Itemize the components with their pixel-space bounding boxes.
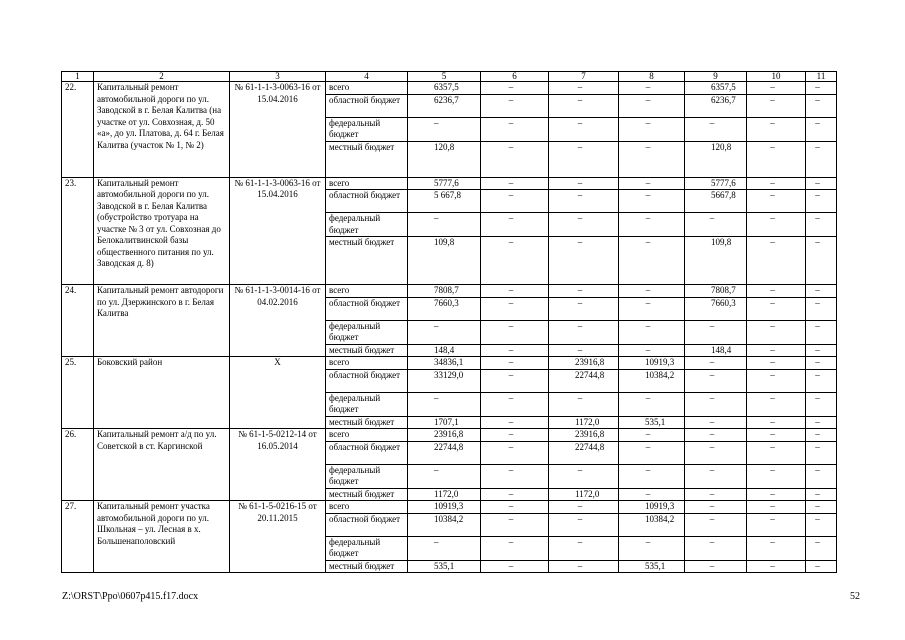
value-col5: 10919,3 bbox=[408, 501, 481, 514]
table-row bbox=[62, 82, 837, 95]
value-col5: – bbox=[408, 213, 481, 237]
row-number: 25. bbox=[62, 357, 94, 429]
value-col11: – bbox=[806, 141, 837, 177]
value-col5: 1707,1 bbox=[408, 416, 481, 429]
value-col9: – bbox=[685, 117, 747, 141]
value-col6: – bbox=[481, 141, 549, 177]
value-col9: 7808,7 bbox=[685, 285, 747, 298]
value-col8: 10919,3 bbox=[619, 501, 685, 514]
value-col9: – bbox=[685, 369, 747, 392]
value-col10: – bbox=[747, 429, 806, 442]
value-col10: – bbox=[747, 369, 806, 392]
footer-file-path: Z:\ORST\Ppo\0607p415.f17.docx bbox=[62, 591, 199, 602]
value-col11: – bbox=[806, 357, 837, 370]
value-col11: – bbox=[806, 416, 837, 429]
value-col7: – bbox=[549, 237, 619, 285]
value-col5: – bbox=[408, 464, 481, 488]
value-col6: – bbox=[481, 392, 549, 416]
value-col11: – bbox=[806, 369, 837, 392]
value-col11: – bbox=[806, 94, 837, 117]
value-col7: – bbox=[549, 94, 619, 117]
value-col10: – bbox=[747, 237, 806, 285]
value-col5: 535,1 bbox=[408, 560, 481, 573]
value-col6: – bbox=[481, 369, 549, 392]
value-col11: – bbox=[806, 190, 837, 213]
value-col6: – bbox=[481, 560, 549, 573]
value-col7: – bbox=[549, 297, 619, 320]
funding-source: всего bbox=[326, 177, 408, 190]
value-col9: 120,8 bbox=[685, 141, 747, 177]
value-col9: – bbox=[685, 536, 747, 560]
value-col9: – bbox=[685, 560, 747, 573]
value-col7: 23916,8 bbox=[549, 357, 619, 370]
value-col8: – bbox=[619, 429, 685, 442]
value-col9: 148,4 bbox=[685, 344, 747, 357]
value-col5: 109,8 bbox=[408, 237, 481, 285]
value-col5: 7808,7 bbox=[408, 285, 481, 298]
value-col7: – bbox=[549, 117, 619, 141]
funding-source: областной бюджет bbox=[326, 441, 408, 464]
col-header: 7 bbox=[549, 72, 619, 82]
value-col5: 148,4 bbox=[408, 344, 481, 357]
column-number-row bbox=[62, 72, 837, 82]
value-col5: – bbox=[408, 320, 481, 344]
value-col9: – bbox=[685, 357, 747, 370]
value-col11: – bbox=[806, 213, 837, 237]
value-col10: – bbox=[747, 357, 806, 370]
funding-source: областной бюджет bbox=[326, 190, 408, 213]
value-col10: – bbox=[747, 513, 806, 536]
value-col7: – bbox=[549, 513, 619, 536]
value-col10: – bbox=[747, 141, 806, 177]
value-col10: – bbox=[747, 536, 806, 560]
value-col9: 109,8 bbox=[685, 237, 747, 285]
budget-table bbox=[61, 71, 837, 573]
value-col6: – bbox=[481, 464, 549, 488]
value-col7: – bbox=[549, 177, 619, 190]
value-col11: – bbox=[806, 82, 837, 95]
funding-source: областной бюджет bbox=[326, 369, 408, 392]
funding-source: местный бюджет bbox=[326, 488, 408, 501]
value-col7: – bbox=[549, 392, 619, 416]
value-col11: – bbox=[806, 488, 837, 501]
value-col6: – bbox=[481, 441, 549, 464]
value-col8: – bbox=[619, 441, 685, 464]
value-col7: 22744,8 bbox=[549, 441, 619, 464]
value-col9: – bbox=[685, 416, 747, 429]
funding-source: всего bbox=[326, 429, 408, 442]
row-number: 26. bbox=[62, 429, 94, 501]
value-col5: 6236,7 bbox=[408, 94, 481, 117]
table-row bbox=[62, 285, 837, 298]
value-col6: – bbox=[481, 177, 549, 190]
funding-source: всего bbox=[326, 285, 408, 298]
col-header: 2 bbox=[94, 72, 230, 82]
value-col5: 5 667,8 bbox=[408, 190, 481, 213]
document-ref: № 61-1-1-3-0014-16 от 04.02.2016 bbox=[230, 285, 326, 357]
value-col11: – bbox=[806, 536, 837, 560]
value-col6: – bbox=[481, 501, 549, 514]
value-col5: – bbox=[408, 536, 481, 560]
value-col10: – bbox=[747, 501, 806, 514]
value-col10: – bbox=[747, 344, 806, 357]
value-col5: 120,8 bbox=[408, 141, 481, 177]
funding-source: областной бюджет bbox=[326, 94, 408, 117]
row-number: 27. bbox=[62, 501, 94, 573]
funding-source: всего bbox=[326, 82, 408, 95]
value-col6: – bbox=[481, 357, 549, 370]
value-col8: – bbox=[619, 213, 685, 237]
value-col8: 10384,2 bbox=[619, 513, 685, 536]
table-row bbox=[62, 501, 837, 514]
value-col11: – bbox=[806, 117, 837, 141]
value-col6: – bbox=[481, 297, 549, 320]
value-col7: – bbox=[549, 141, 619, 177]
value-col8: – bbox=[619, 320, 685, 344]
row-number: 24. bbox=[62, 285, 94, 357]
value-col11: – bbox=[806, 320, 837, 344]
value-col11: – bbox=[806, 560, 837, 573]
object-name: Капитальный ремонт участка автомобильной дороги по ул. Школьная – ул. Лесная в х. Большенаполовский bbox=[94, 501, 230, 573]
value-col7: 1172,0 bbox=[549, 488, 619, 501]
value-col6: – bbox=[481, 213, 549, 237]
value-col7: – bbox=[549, 464, 619, 488]
col-header: 10 bbox=[747, 72, 806, 82]
value-col6: – bbox=[481, 117, 549, 141]
value-col7: 1172,0 bbox=[549, 416, 619, 429]
value-col11: – bbox=[806, 441, 837, 464]
value-col8: 10384,2 bbox=[619, 369, 685, 392]
col-header: 5 bbox=[408, 72, 481, 82]
value-col8: 535,1 bbox=[619, 416, 685, 429]
value-col6: – bbox=[481, 513, 549, 536]
value-col5: – bbox=[408, 392, 481, 416]
funding-source: областной бюджет bbox=[326, 297, 408, 320]
document-ref: № 61-1-5-0212-14 от 16.05.2014 bbox=[230, 429, 326, 501]
value-col10: – bbox=[747, 392, 806, 416]
value-col9: 5777,6 bbox=[685, 177, 747, 190]
value-col5: – bbox=[408, 117, 481, 141]
value-col9: – bbox=[685, 320, 747, 344]
col-header: 4 bbox=[326, 72, 408, 82]
funding-source: местный бюджет bbox=[326, 560, 408, 573]
value-col8: – bbox=[619, 190, 685, 213]
value-col5: 6357,5 bbox=[408, 82, 481, 95]
table-body bbox=[62, 82, 837, 573]
funding-source: местный бюджет bbox=[326, 237, 408, 285]
value-col8: – bbox=[619, 488, 685, 501]
value-col7: – bbox=[549, 213, 619, 237]
funding-source: федеральный бюджет bbox=[326, 464, 408, 488]
value-col10: – bbox=[747, 297, 806, 320]
value-col8: – bbox=[619, 392, 685, 416]
value-col10: – bbox=[747, 117, 806, 141]
value-col8: – bbox=[619, 237, 685, 285]
value-col5: 22744,8 bbox=[408, 441, 481, 464]
value-col11: – bbox=[806, 464, 837, 488]
value-col11: – bbox=[806, 501, 837, 514]
table-row bbox=[62, 429, 837, 442]
col-header: 11 bbox=[806, 72, 837, 82]
value-col5: 1172,0 bbox=[408, 488, 481, 501]
value-col7: – bbox=[549, 190, 619, 213]
value-col10: – bbox=[747, 441, 806, 464]
object-name: Капитальный ремонт автодороги по ул. Дзержинского в г. Белая Калитва bbox=[94, 285, 230, 357]
value-col9: 5667,8 bbox=[685, 190, 747, 213]
value-col6: – bbox=[481, 536, 549, 560]
value-col10: – bbox=[747, 416, 806, 429]
value-col10: – bbox=[747, 213, 806, 237]
value-col8: – bbox=[619, 297, 685, 320]
value-col9: – bbox=[685, 513, 747, 536]
value-col9: – bbox=[685, 429, 747, 442]
value-col11: – bbox=[806, 297, 837, 320]
value-col9: – bbox=[685, 441, 747, 464]
table-row bbox=[62, 357, 837, 370]
value-col5: 7660,3 bbox=[408, 297, 481, 320]
funding-source: федеральный бюджет bbox=[326, 117, 408, 141]
value-col8: – bbox=[619, 177, 685, 190]
funding-source: федеральный бюджет bbox=[326, 536, 408, 560]
value-col8: 10919,3 bbox=[619, 357, 685, 370]
funding-source: местный бюджет bbox=[326, 416, 408, 429]
value-col10: – bbox=[747, 560, 806, 573]
value-col7: 23916,8 bbox=[549, 429, 619, 442]
value-col8: – bbox=[619, 285, 685, 298]
value-col8: – bbox=[619, 117, 685, 141]
value-col11: – bbox=[806, 429, 837, 442]
funding-source: федеральный бюджет bbox=[326, 320, 408, 344]
value-col5: 5777,6 bbox=[408, 177, 481, 190]
value-col8: – bbox=[619, 94, 685, 117]
object-name: Капитальный ремонт автомобильной дороги по ул. Заводской в г. Белая Калитва (на участке от ул. Совхозная, д. 50 «а», до ул. Платова, д. 64 г. Белая Калитва (участок № 1, № 2) bbox=[94, 82, 230, 178]
document-ref: Х bbox=[230, 357, 326, 429]
value-col9: – bbox=[685, 213, 747, 237]
value-col7: – bbox=[549, 320, 619, 344]
value-col10: – bbox=[747, 320, 806, 344]
funding-source: областной бюджет bbox=[326, 513, 408, 536]
value-col10: – bbox=[747, 177, 806, 190]
document-ref: № 61-1-1-3-0063-16 от 15.04.2016 bbox=[230, 82, 326, 178]
value-col9: – bbox=[685, 501, 747, 514]
col-header: 8 bbox=[619, 72, 685, 82]
value-col8: – bbox=[619, 344, 685, 357]
value-col8: – bbox=[619, 464, 685, 488]
value-col9: – bbox=[685, 392, 747, 416]
value-col10: – bbox=[747, 464, 806, 488]
funding-source: всего bbox=[326, 501, 408, 514]
value-col11: – bbox=[806, 285, 837, 298]
value-col9: 6236,7 bbox=[685, 94, 747, 117]
value-col8: – bbox=[619, 82, 685, 95]
document-ref: № 61-1-1-3-0063-16 от 15.04.2016 bbox=[230, 177, 326, 285]
value-col6: – bbox=[481, 82, 549, 95]
value-col8: 535,1 bbox=[619, 560, 685, 573]
funding-source: всего bbox=[326, 357, 408, 370]
col-header: 6 bbox=[481, 72, 549, 82]
value-col6: – bbox=[481, 429, 549, 442]
funding-source: федеральный бюджет bbox=[326, 392, 408, 416]
table-row bbox=[62, 177, 837, 190]
value-col6: – bbox=[481, 94, 549, 117]
page-number: 52 bbox=[850, 591, 860, 602]
value-col6: – bbox=[481, 344, 549, 357]
value-col11: – bbox=[806, 392, 837, 416]
funding-source: местный бюджет bbox=[326, 141, 408, 177]
value-col7: – bbox=[549, 285, 619, 298]
value-col6: – bbox=[481, 190, 549, 213]
col-header: 1 bbox=[62, 72, 94, 82]
value-col11: – bbox=[806, 344, 837, 357]
value-col7: – bbox=[549, 82, 619, 95]
value-col10: – bbox=[747, 82, 806, 95]
value-col7: – bbox=[549, 501, 619, 514]
col-header: 9 bbox=[685, 72, 747, 82]
row-number: 22. bbox=[62, 82, 94, 178]
object-name: Боковский район bbox=[94, 357, 230, 429]
value-col10: – bbox=[747, 285, 806, 298]
col-header: 3 bbox=[230, 72, 326, 82]
value-col8: – bbox=[619, 141, 685, 177]
value-col9: 7660,3 bbox=[685, 297, 747, 320]
object-name: Капитальный ремонт автомобильной дороги по ул. Заводской в г. Белая Калитва (обустройство тротуара на участке № 3 от ул. Совхозная до Белокалитвинской базы общественного питания по ул. Заводская д. 8) bbox=[94, 177, 230, 285]
value-col5: 23916,8 bbox=[408, 429, 481, 442]
value-col9: 6357,5 bbox=[685, 82, 747, 95]
funding-source: местный бюджет bbox=[326, 344, 408, 357]
value-col7: – bbox=[549, 560, 619, 573]
value-col9: – bbox=[685, 464, 747, 488]
value-col11: – bbox=[806, 237, 837, 285]
value-col7: – bbox=[549, 344, 619, 357]
value-col11: – bbox=[806, 513, 837, 536]
value-col5: 10384,2 bbox=[408, 513, 481, 536]
value-col9: – bbox=[685, 488, 747, 501]
value-col5: 33129,0 bbox=[408, 369, 481, 392]
value-col7: 22744,8 bbox=[549, 369, 619, 392]
row-number: 23. bbox=[62, 177, 94, 285]
value-col7: – bbox=[549, 536, 619, 560]
value-col6: – bbox=[481, 416, 549, 429]
value-col10: – bbox=[747, 190, 806, 213]
value-col6: – bbox=[481, 237, 549, 285]
document-ref: № 61-1-5-0216-15 от 20.11.2015 bbox=[230, 501, 326, 573]
value-col5: 34836,1 bbox=[408, 357, 481, 370]
funding-source: федеральный бюджет bbox=[326, 213, 408, 237]
value-col6: – bbox=[481, 320, 549, 344]
value-col10: – bbox=[747, 94, 806, 117]
value-col8: – bbox=[619, 536, 685, 560]
value-col6: – bbox=[481, 488, 549, 501]
value-col6: – bbox=[481, 285, 549, 298]
value-col10: – bbox=[747, 488, 806, 501]
value-col11: – bbox=[806, 177, 837, 190]
object-name: Капитальный ремонт а/д по ул. Советской в ст. Каргинской bbox=[94, 429, 230, 501]
